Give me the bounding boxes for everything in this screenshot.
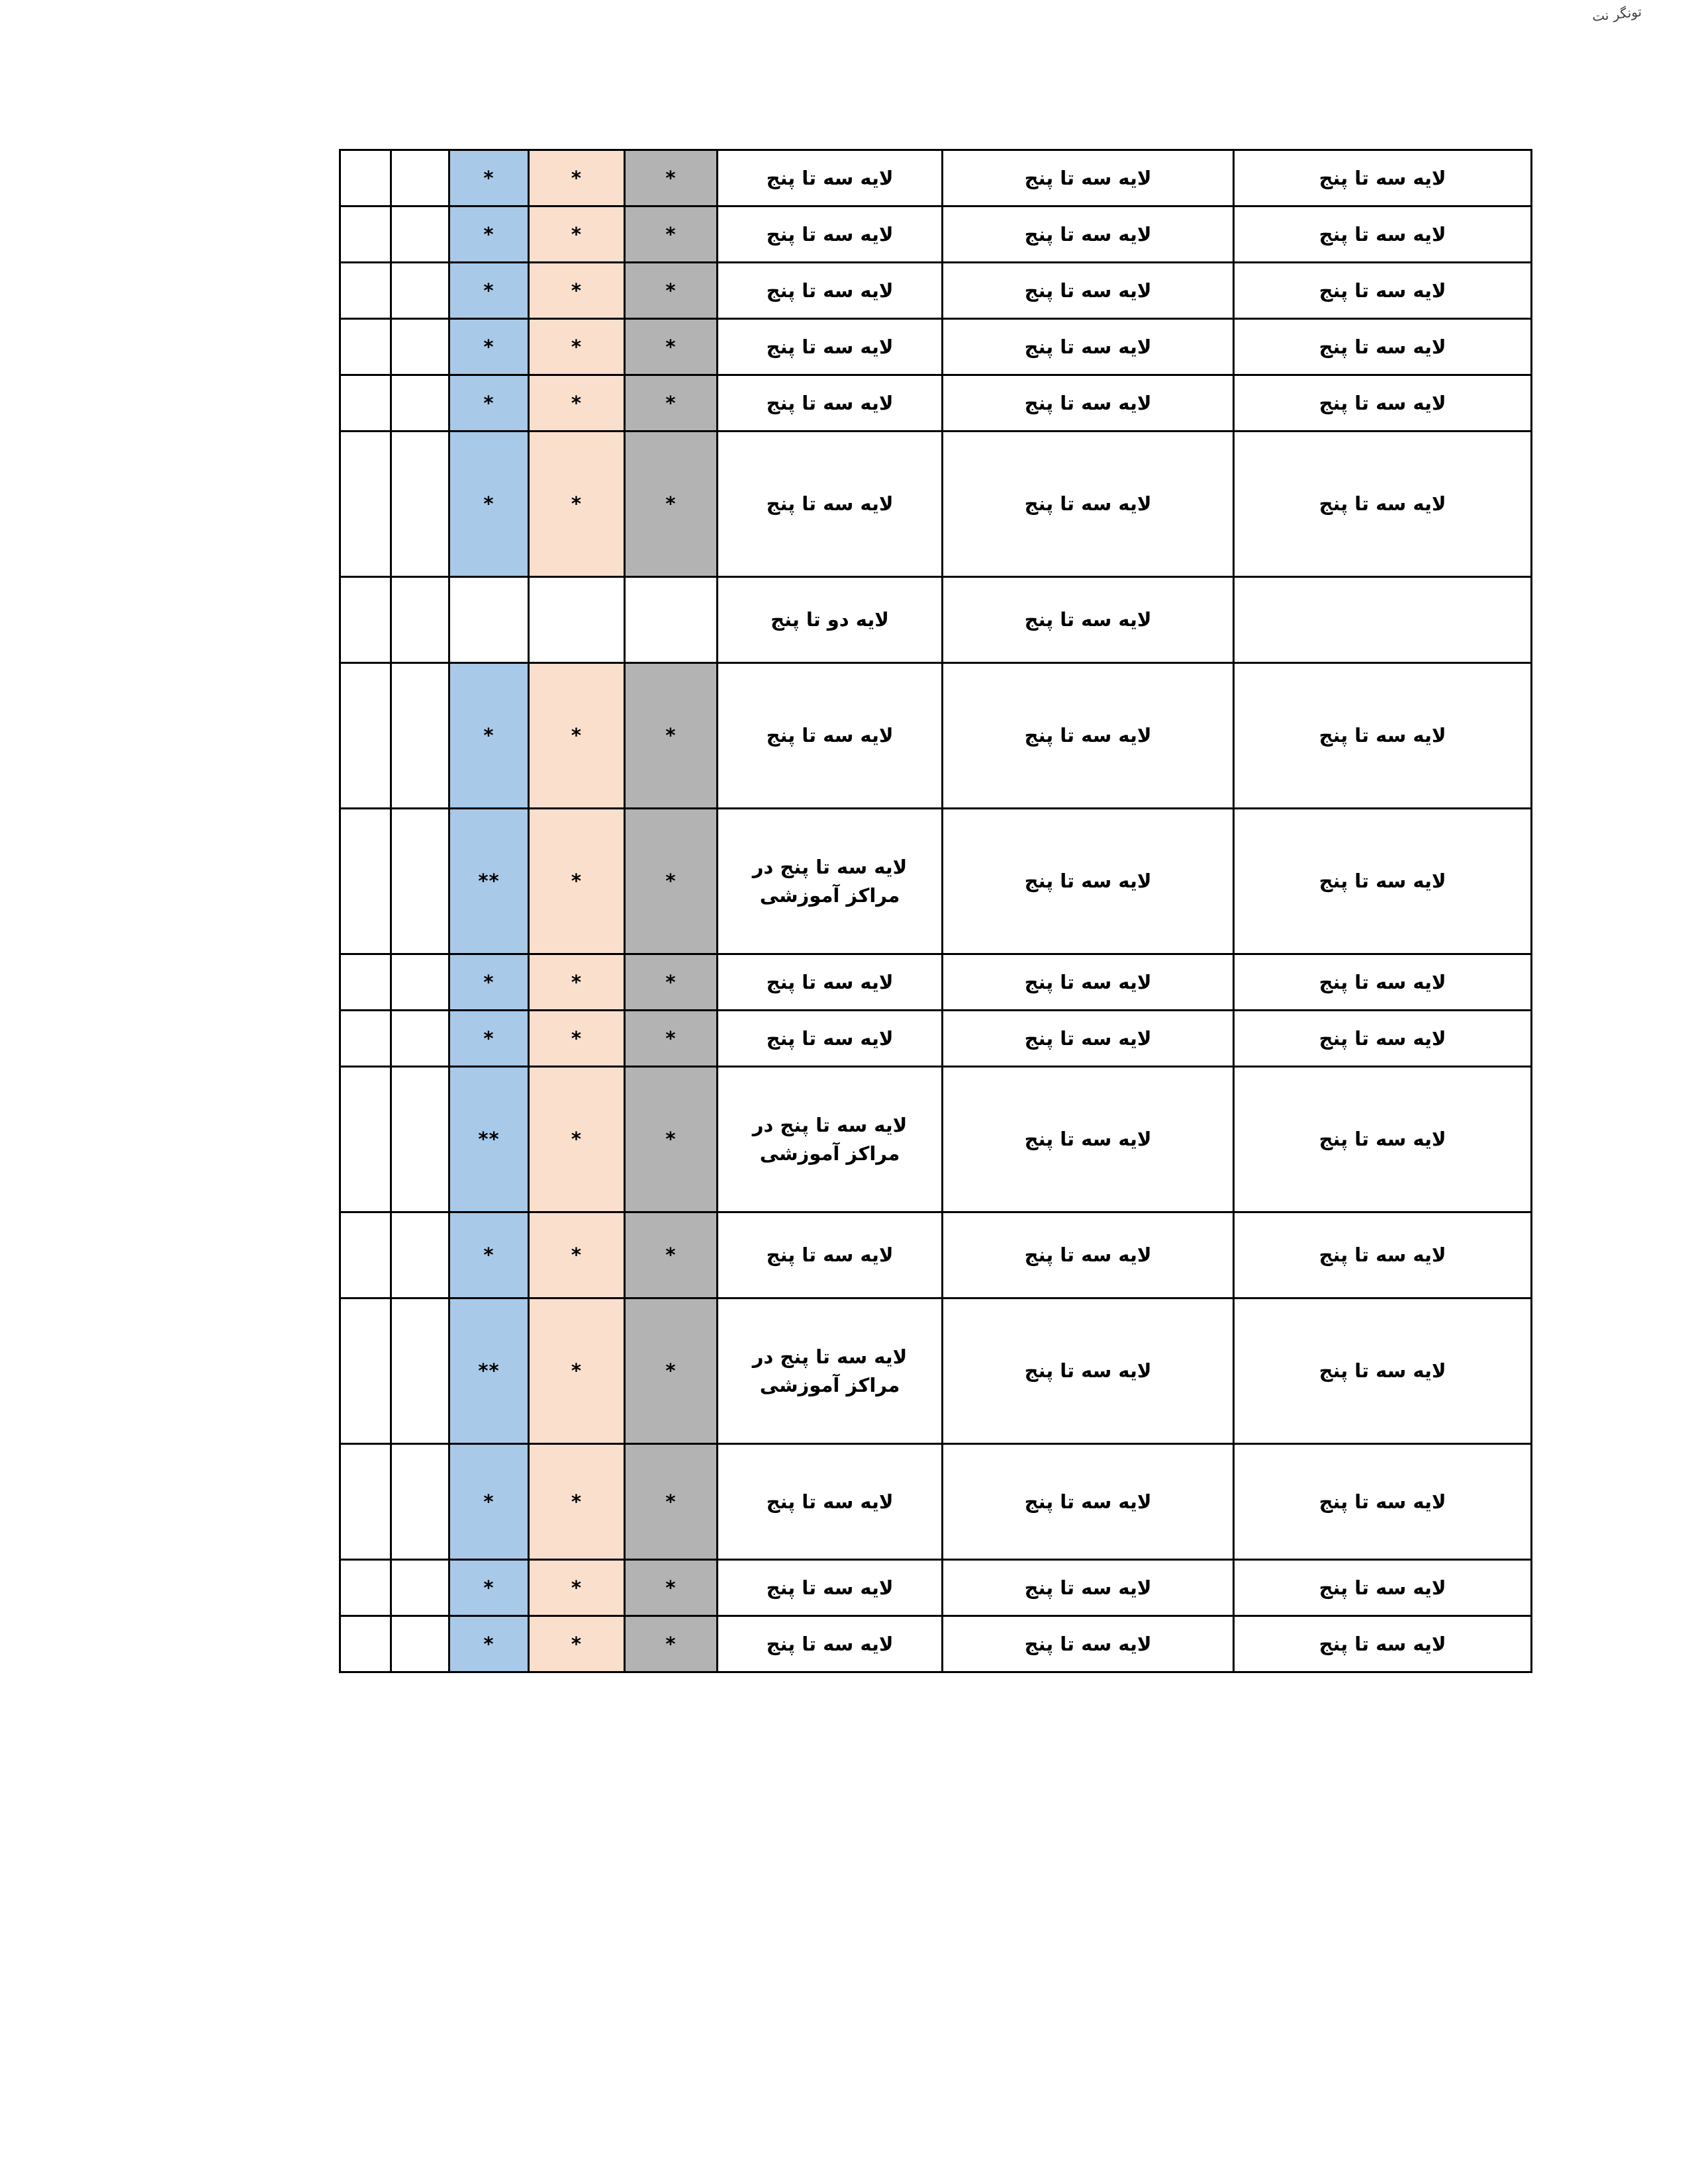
cell-blank-1 <box>391 1067 449 1212</box>
table-row <box>340 319 1532 375</box>
cell-col-b: لایه سه تا پنج <box>943 1067 1234 1212</box>
cell-col-c: لایه سه تا پنج <box>718 1560 943 1616</box>
cell-blank-1 <box>391 954 449 1011</box>
cell-blank-2 <box>340 1616 391 1672</box>
cell-blank-2 <box>340 1560 391 1616</box>
cell-col-c: لایه سه تا پنج <box>718 150 943 206</box>
cell-mark-gray: * <box>625 1011 718 1067</box>
cell-blank-2 <box>340 1011 391 1067</box>
cell-blank-1 <box>391 1298 449 1444</box>
cell-blank-2 <box>340 375 391 432</box>
table-row <box>340 1011 1532 1067</box>
cell-mark-gray: * <box>625 1212 718 1298</box>
cell-col-c: لایه سه تا پنج <box>718 1444 943 1560</box>
cell-col-c: لایه سه تا پنج <box>718 319 943 375</box>
cell-mark-peach: * <box>529 432 625 577</box>
cell-blank-1 <box>391 1616 449 1672</box>
cell-mark-blue: ** <box>449 1067 529 1212</box>
cell-col-c: لایه سه تا پنج <box>718 432 943 577</box>
cell-col-b: لایه سه تا پنج <box>943 1560 1234 1616</box>
cell-mark-peach: * <box>529 663 625 809</box>
table-row <box>340 663 1532 809</box>
cell-mark-blue: * <box>449 150 529 206</box>
cell-mark-peach: * <box>529 1212 625 1298</box>
cell-col-a: لایه سه تا پنج <box>1234 1298 1532 1444</box>
cell-col-a: لایه سه تا پنج <box>1234 1560 1532 1616</box>
cell-col-a: لایه سه تا پنج <box>1234 432 1532 577</box>
cell-col-b: لایه سه تا پنج <box>943 150 1234 206</box>
cell-col-b: لایه سه تا پنج <box>943 1298 1234 1444</box>
cell-col-b: لایه سه تا پنج <box>943 1212 1234 1298</box>
cell-col-c: لایه سه تا پنج <box>718 375 943 432</box>
cell-mark-peach: * <box>529 954 625 1011</box>
cell-col-a: لایه سه تا پنج <box>1234 206 1532 263</box>
cell-col-b: لایه سه تا پنج <box>943 577 1234 663</box>
cell-blank-1 <box>391 206 449 263</box>
cell-mark-gray: * <box>625 206 718 263</box>
cell-col-b: لایه سه تا پنج <box>943 319 1234 375</box>
cell-mark-gray: * <box>625 663 718 809</box>
cell-mark-blue: * <box>449 319 529 375</box>
cell-mark-blue: * <box>449 1444 529 1560</box>
cell-col-b: لایه سه تا پنج <box>943 263 1234 319</box>
cell-blank-2 <box>340 577 391 663</box>
cell-blank-1 <box>391 1560 449 1616</box>
cell-blank-1 <box>391 432 449 577</box>
table-body <box>340 150 1532 1672</box>
cell-col-b: لایه سه تا پنج <box>943 375 1234 432</box>
cell-blank-2 <box>340 263 391 319</box>
cell-mark-blue: * <box>449 1011 529 1067</box>
cell-mark-blue: * <box>449 1616 529 1672</box>
cell-mark-gray: * <box>625 375 718 432</box>
cell-col-b: لایه سه تا پنج <box>943 1011 1234 1067</box>
data-table <box>339 149 1532 1673</box>
cell-mark-blue: ** <box>449 1298 529 1444</box>
cell-mark-peach: * <box>529 1067 625 1212</box>
cell-col-c: لایه سه تا پنج <box>718 1616 943 1672</box>
cell-col-b: لایه سه تا پنج <box>943 663 1234 809</box>
table-row <box>340 954 1532 1011</box>
cell-mark-peach: * <box>529 1616 625 1672</box>
cell-blank-1 <box>391 375 449 432</box>
cell-mark-peach <box>529 577 625 663</box>
cell-blank-1 <box>391 1212 449 1298</box>
cell-mark-blue: * <box>449 663 529 809</box>
watermark-text: تونگر نت <box>1591 3 1643 24</box>
table-row <box>340 1212 1532 1298</box>
cell-mark-peach: * <box>529 319 625 375</box>
cell-blank-2 <box>340 809 391 954</box>
table-row <box>340 1298 1532 1444</box>
cell-col-a: لایه سه تا پنج <box>1234 375 1532 432</box>
cell-mark-peach: * <box>529 1011 625 1067</box>
cell-mark-blue: * <box>449 1212 529 1298</box>
cell-mark-peach: * <box>529 809 625 954</box>
cell-mark-gray: * <box>625 809 718 954</box>
cell-mark-peach: * <box>529 1444 625 1560</box>
cell-mark-peach: * <box>529 150 625 206</box>
cell-blank-1 <box>391 150 449 206</box>
cell-mark-blue <box>449 577 529 663</box>
cell-blank-2 <box>340 150 391 206</box>
cell-blank-1 <box>391 263 449 319</box>
cell-col-a: لایه سه تا پنج <box>1234 663 1532 809</box>
cell-col-b: لایه سه تا پنج <box>943 1616 1234 1672</box>
cell-col-a <box>1234 577 1532 663</box>
cell-mark-gray: * <box>625 319 718 375</box>
cell-blank-2 <box>340 319 391 375</box>
cell-col-a: لایه سه تا پنج <box>1234 1011 1532 1067</box>
cell-mark-blue: ** <box>449 809 529 954</box>
cell-mark-gray: * <box>625 1560 718 1616</box>
cell-blank-2 <box>340 1212 391 1298</box>
table-row <box>340 1560 1532 1616</box>
cell-col-c: لایه سه تا پنج <box>718 663 943 809</box>
cell-mark-blue: * <box>449 432 529 577</box>
table-row <box>340 206 1532 263</box>
cell-col-b: لایه سه تا پنج <box>943 1444 1234 1560</box>
table-container <box>341 149 1532 1673</box>
cell-col-b: لایه سه تا پنج <box>943 206 1234 263</box>
table-row <box>340 432 1532 577</box>
cell-col-c: لایه سه تا پنج در مراکز آموزشی <box>718 1298 943 1444</box>
cell-blank-1 <box>391 1444 449 1560</box>
table-row <box>340 263 1532 319</box>
cell-col-c: لایه سه تا پنج <box>718 954 943 1011</box>
cell-col-a: لایه سه تا پنج <box>1234 150 1532 206</box>
cell-mark-gray: * <box>625 1067 718 1212</box>
cell-mark-peach: * <box>529 206 625 263</box>
cell-col-c: لایه سه تا پنج <box>718 206 943 263</box>
cell-mark-blue: * <box>449 375 529 432</box>
cell-mark-peach: * <box>529 375 625 432</box>
table-row <box>340 375 1532 432</box>
cell-col-a: لایه سه تا پنج <box>1234 954 1532 1011</box>
cell-blank-1 <box>391 319 449 375</box>
table-row <box>340 577 1532 663</box>
cell-col-c: لایه سه تا پنج در مراکز آموزشی <box>718 809 943 954</box>
cell-col-b: لایه سه تا پنج <box>943 432 1234 577</box>
cell-col-c: لایه سه تا پنج <box>718 1212 943 1298</box>
cell-mark-gray: * <box>625 432 718 577</box>
cell-blank-2 <box>340 663 391 809</box>
cell-blank-2 <box>340 1298 391 1444</box>
cell-col-b: لایه سه تا پنج <box>943 954 1234 1011</box>
cell-col-c: لایه سه تا پنج <box>718 263 943 319</box>
table-row <box>340 809 1532 954</box>
cell-mark-blue: * <box>449 1560 529 1616</box>
table-row <box>340 1444 1532 1560</box>
cell-blank-1 <box>391 663 449 809</box>
cell-mark-blue: * <box>449 954 529 1011</box>
cell-col-a: لایه سه تا پنج <box>1234 1444 1532 1560</box>
cell-col-c: لایه دو تا پنج <box>718 577 943 663</box>
cell-mark-gray: * <box>625 1616 718 1672</box>
table-row <box>340 150 1532 206</box>
cell-mark-peach: * <box>529 1560 625 1616</box>
cell-col-a: لایه سه تا پنج <box>1234 263 1532 319</box>
cell-mark-gray <box>625 577 718 663</box>
cell-mark-peach: * <box>529 263 625 319</box>
cell-col-c: لایه سه تا پنج <box>718 1011 943 1067</box>
table-row <box>340 1616 1532 1672</box>
cell-col-b: لایه سه تا پنج <box>943 809 1234 954</box>
cell-blank-2 <box>340 1067 391 1212</box>
table-row <box>340 1067 1532 1212</box>
cell-blank-2 <box>340 432 391 577</box>
cell-col-a: لایه سه تا پنج <box>1234 1212 1532 1298</box>
cell-mark-gray: * <box>625 263 718 319</box>
cell-col-c: لایه سه تا پنج در مراکز آموزشی <box>718 1067 943 1212</box>
cell-mark-gray: * <box>625 150 718 206</box>
cell-blank-2 <box>340 1444 391 1560</box>
cell-mark-gray: * <box>625 954 718 1011</box>
cell-mark-gray: * <box>625 1444 718 1560</box>
cell-blank-1 <box>391 577 449 663</box>
cell-blank-2 <box>340 206 391 263</box>
cell-blank-1 <box>391 1011 449 1067</box>
cell-col-a: لایه سه تا پنج <box>1234 809 1532 954</box>
cell-col-a: لایه سه تا پنج <box>1234 1616 1532 1672</box>
cell-mark-gray: * <box>625 1298 718 1444</box>
cell-col-a: لایه سه تا پنج <box>1234 1067 1532 1212</box>
cell-mark-blue: * <box>449 206 529 263</box>
cell-col-a: لایه سه تا پنج <box>1234 319 1532 375</box>
cell-blank-1 <box>391 809 449 954</box>
cell-blank-2 <box>340 954 391 1011</box>
cell-mark-peach: * <box>529 1298 625 1444</box>
cell-mark-blue: * <box>449 263 529 319</box>
